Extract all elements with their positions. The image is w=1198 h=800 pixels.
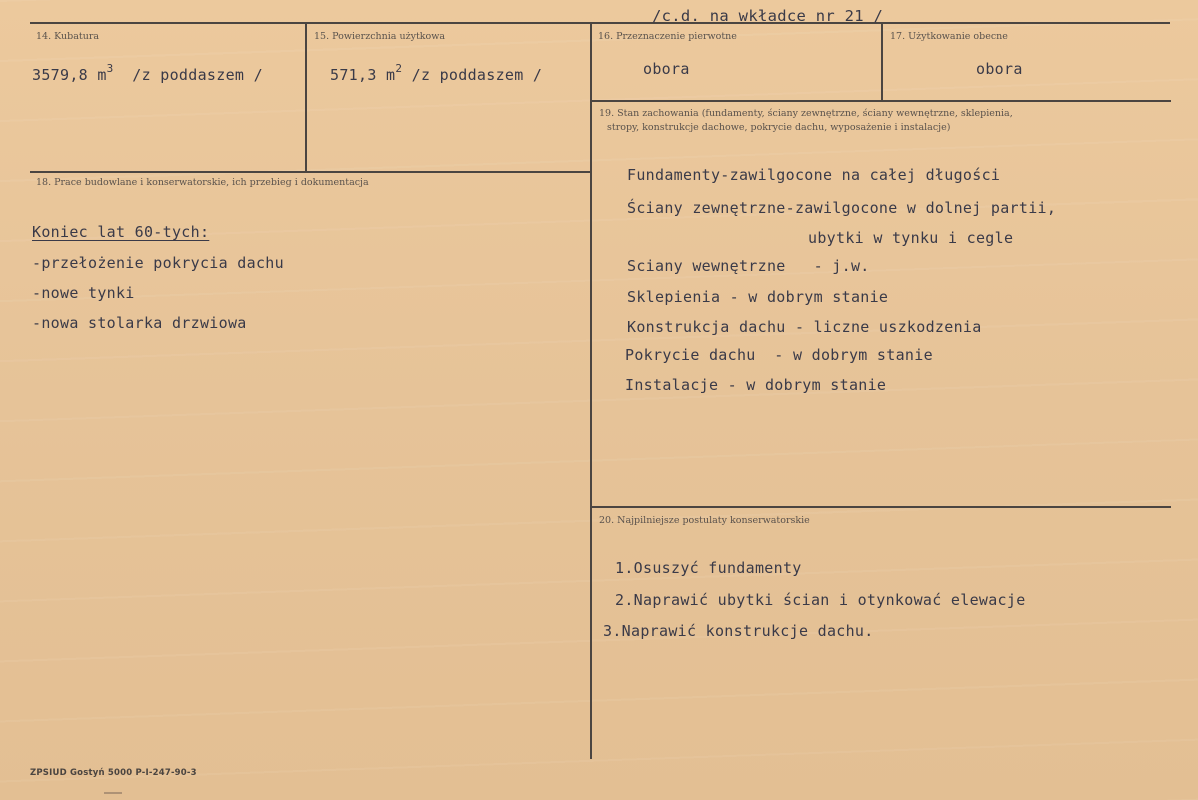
field-19-line-2: Ściany zewnętrzne-zawilgocone w dolnej partii,	[627, 199, 1057, 217]
top-border	[30, 22, 1170, 24]
field-14-value	[32, 64, 263, 84]
field-18-heading: Koniec lat 60-tych:	[32, 223, 210, 241]
field-18-line-2: -nowe tynki	[32, 284, 135, 302]
field-15-label: 15. Powierzchnia użytkowa	[314, 31, 446, 42]
field-16-value: obora	[643, 60, 690, 78]
field-15-note: /z poddaszem /	[411, 66, 543, 84]
field-20-line-3: 3.Naprawić konstrukcje dachu.	[603, 622, 874, 640]
field-20-label: 20. Najpilniejsze postulaty konserwatorskie	[599, 515, 810, 526]
divider-14-15	[305, 23, 307, 171]
field-19-label-line-1: 19. Stan zachowania (fundamenty, ściany zewnętrzne, ściany wewnętrzne, sklepienia,	[599, 108, 1013, 119]
field-19-line-1: Fundamenty-zawilgocone na całej długości	[627, 166, 1001, 184]
field-15-number: 571,3 m	[330, 66, 396, 84]
field-18-line-1: -przełożenie pokrycia dachu	[32, 254, 284, 272]
field-16-label: 16. Przeznaczenie pierwotne	[598, 31, 737, 42]
field-17-label: 17. Użytkowanie obecne	[890, 31, 1008, 42]
field-20-line-2: 2.Naprawić ubytki ścian i otynkować elewacje	[615, 591, 1026, 609]
print-footer: ZPSIUD Gostyń 5000 P-I-247-90-3	[30, 768, 197, 778]
field-19-line-3: ubytki w tynku i cegle	[808, 229, 1014, 247]
rule-under-16-17	[591, 100, 1171, 102]
field-15-unit-exponent: 2	[395, 62, 403, 75]
field-14-number: 3579,8 m	[32, 66, 107, 84]
field-19-line-8: Instalacje - w dobrym stanie	[625, 376, 887, 394]
field-19-line-7: Pokrycie dachu - w dobrym stanie	[625, 346, 933, 364]
field-20-line-1: 1.Osuszyć fundamenty	[615, 559, 802, 577]
rule-under-19	[591, 506, 1171, 508]
field-14-label: 14. Kubatura	[36, 31, 100, 42]
divider-16-17	[881, 23, 883, 101]
field-19-label-line-2: stropy, konstrukcje dachowe, pokrycie dachu, wyposażenie i instalacje)	[607, 122, 951, 133]
field-15-value	[330, 64, 542, 84]
field-18-label: 18. Prace budowlane i konserwatorskie, ich przebieg i dokumentacja	[36, 177, 369, 188]
field-19-line-6: Konstrukcja dachu - liczne uszkodzenia	[627, 318, 982, 336]
field-17-value: obora	[976, 60, 1023, 78]
divider-15-16	[590, 23, 592, 759]
rule-under-14-15	[30, 171, 591, 173]
continuation-note: /c.d. na wkładce nr 21 /	[652, 7, 884, 25]
field-14-unit-exponent: 3	[106, 62, 114, 75]
field-18-line-3: -nowa stolarka drzwiowa	[32, 314, 247, 332]
field-19-line-4: Sciany wewnętrzne - j.w.	[627, 257, 870, 275]
field-14-note: /z poddaszem /	[132, 66, 263, 84]
field-19-line-5: Sklepienia - w dobrym stanie	[627, 288, 889, 306]
ink-mark	[104, 792, 122, 794]
